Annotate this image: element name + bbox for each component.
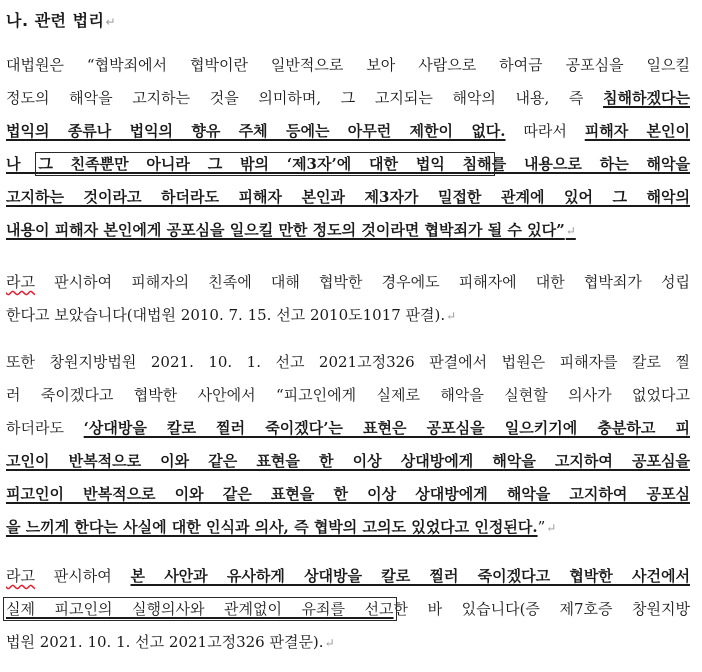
emphasis-text: 피고인이 반복적으로 이와 같은 표현을 한 이상 상대방에게 해악을 고지하여 공포심	[6, 485, 690, 503]
text-line	[6, 451, 690, 473]
text-line	[6, 121, 690, 143]
boxed-emphasis-text: 그 친족뿐만 아니라 그 밖의 ‘제3자’에 대한 법익 침해	[38, 155, 492, 173]
text-line	[6, 484, 690, 506]
text-line	[6, 517, 556, 539]
paragraph-mark-icon: ↵	[446, 309, 457, 323]
emphasis-text: 내용이 피해자 본인에게 공포심을 일으킬 만한 정도의 것이라면 협박죄가 될 수 있다”	[6, 221, 565, 239]
emphasis-text: 고지하는 것이라고 하더라도 피해자 본인과 제3자가 밀접한 관계에 있어 그 해악의	[6, 188, 690, 206]
spellcheck-word: 라고	[6, 273, 35, 291]
text-line	[6, 352, 690, 374]
emphasis-text: 나	[6, 155, 39, 173]
text-line	[6, 385, 690, 407]
section-heading	[6, 8, 116, 31]
emphasis-text: 법익의 종류나 법익의 향유 주체 등에는 아무런 제한이 없다.	[6, 122, 506, 140]
text-run: 또한 창원지방법원 2021. 10. 1. 선고 2021고정326 판결에서 법원은 피해자를 칼로 찔	[6, 353, 690, 371]
heading-text: 나. 관련 법리	[6, 11, 105, 30]
text-run: 따라서	[505, 122, 585, 140]
spellcheck-word: 라고	[6, 567, 35, 585]
emphasis-text: 을 느끼게 한다는 사실에 대한 인식과 의사, 즉 협박의 고의도 있었다고 인정된다.	[6, 518, 538, 536]
text-run: 러 죽이겠다고 협박한 사안에서 “피고인에게 실제로 해악을 실현할 의사가 없었다고	[6, 386, 690, 404]
text-line	[6, 220, 576, 242]
text-run: 한 바 있습니다(증 제7호증 창원지방	[393, 600, 690, 618]
paragraph-mark-icon: ↵	[105, 15, 117, 29]
text-line	[6, 88, 690, 110]
emphasis-text: 피해자 본인이	[584, 122, 690, 140]
text-run: 판시하여	[34, 567, 131, 585]
text-run: ”	[537, 518, 546, 536]
text-run: 하더라도	[6, 419, 84, 437]
text-run: 대법원은 “협박죄에서 협박이란 일반적으로 보아 사람으로 하여금 공포심을 일으킬	[6, 56, 690, 74]
text-run: 판시하여 피해자의 친족에 대해 협박한 경우에도 피해자에 대한 협박죄가 성립	[34, 273, 690, 291]
text-run: 한다고 보았습니다(대법원 2010. 7. 15. 선고 2010도1017 판결).	[6, 306, 446, 324]
text-line	[6, 272, 690, 294]
paragraph-mark-icon: ↵	[324, 636, 335, 650]
text-line	[6, 154, 690, 176]
emphasis-text: 고인이 반복적으로 이와 같은 표현을 한 이상 상대방에게 해악을 고지하여 공포심을	[6, 452, 690, 470]
paragraph-mark-icon: ↵	[565, 224, 576, 238]
emphasis-text: 본 사안과 유사하게 상대방을 칼로 찔러 죽이겠다고 협박한 사건에서	[130, 567, 690, 585]
text-line	[6, 55, 690, 77]
text-line	[6, 599, 690, 621]
text-line	[6, 418, 690, 440]
text-run: 정도의 해악을 고지하는 것을 의미하며, 그 고지되는 해악의 내용, 즉	[6, 89, 604, 107]
boxed-emphasis-text: 실제 피고인의 실행의사와 관계없이 유죄를 선고	[6, 600, 394, 618]
text-line	[6, 566, 690, 588]
text-line	[6, 187, 690, 209]
paragraph-mark-icon: ↵	[546, 521, 557, 535]
text-run: 법원 2021. 10. 1. 선고 2021고정326 판결문).	[6, 633, 324, 651]
emphasis-text: 침해하겠다는	[603, 89, 690, 107]
text-line	[6, 632, 335, 654]
emphasis-text: 를 내용으로 하는 해악을	[491, 155, 691, 173]
emphasis-text: ‘상대방을 칼로 찔러 죽이겠다’는 표현은 공포심을 일으키기에 충분하고 피	[83, 419, 690, 437]
text-line	[6, 305, 456, 327]
